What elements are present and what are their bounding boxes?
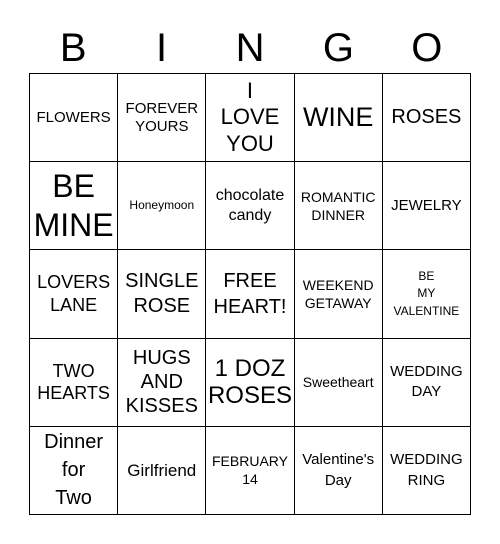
header-letter-g: G xyxy=(322,26,354,70)
cell-text: Dinner for Two xyxy=(44,431,104,510)
cell-text: BE MINE xyxy=(33,168,114,243)
cell-text: TWO HEARTS xyxy=(37,360,110,404)
bingo-cell-r3-c4[interactable] xyxy=(295,250,383,338)
header-letter-b: B xyxy=(59,26,87,70)
bingo-cell-r2-c1[interactable] xyxy=(30,162,118,250)
bingo-cell-r2-c2[interactable] xyxy=(118,162,206,250)
cell-text: ROSES xyxy=(391,106,462,129)
cell-text: I LOVE YOU xyxy=(220,78,280,156)
bingo-cell-r3-c3[interactable] xyxy=(206,250,294,338)
bingo-cell-r4-c3[interactable] xyxy=(206,339,294,427)
cell-text: Girlfriend xyxy=(127,460,197,480)
bingo-grid xyxy=(29,73,471,515)
bingo-cell-r3-c1[interactable] xyxy=(30,250,118,338)
bingo-cell-r1-c4[interactable] xyxy=(295,74,383,162)
bingo-cell-r2-c3[interactable] xyxy=(206,162,294,250)
cell-text: JEWELRY xyxy=(391,197,462,215)
cell-text: WINE xyxy=(302,102,374,133)
cell-text: FREE HEART! xyxy=(213,269,287,318)
bingo-cell-r3-c2[interactable] xyxy=(118,250,206,338)
bingo-cell-r4-c4[interactable] xyxy=(295,339,383,427)
header-letter-o: O xyxy=(411,26,443,70)
cell-text: WEDDING RING xyxy=(390,451,463,490)
bingo-cell-r5-c5[interactable] xyxy=(383,427,471,515)
bingo-cell-r1-c5[interactable] xyxy=(383,74,471,162)
cell-text: LOVERS LANE xyxy=(37,272,111,315)
cell-text: FLOWERS xyxy=(36,108,111,126)
cell-text: BE MY VALENTINE xyxy=(393,268,460,318)
bingo-cell-r4-c1[interactable] xyxy=(30,339,118,427)
bingo-cell-r4-c2[interactable] xyxy=(118,339,206,427)
bingo-header xyxy=(29,18,471,74)
bingo-cell-r3-c5[interactable] xyxy=(383,250,471,338)
cell-text: WEEKEND GETAWAY xyxy=(302,276,374,311)
cell-text: FOREVER YOURS xyxy=(125,100,199,135)
bingo-cell-r2-c5[interactable] xyxy=(383,162,471,250)
bingo-cell-r1-c1[interactable] xyxy=(30,74,118,162)
header-letter-i: I xyxy=(156,26,168,70)
bingo-cell-r2-c4[interactable] xyxy=(295,162,383,250)
cell-text: Honeymoon xyxy=(129,197,195,212)
cell-text: WEDDING DAY xyxy=(390,362,463,401)
bingo-cell-r5-c3[interactable] xyxy=(206,427,294,515)
header-letter-n: N xyxy=(235,26,265,70)
cell-text: SINGLE ROSE xyxy=(125,269,199,317)
bingo-cell-r1-c3[interactable] xyxy=(206,74,294,162)
bingo-cell-r5-c1[interactable] xyxy=(30,427,118,515)
cell-text: Valentine's Day xyxy=(302,451,375,490)
bingo-cell-r1-c2[interactable] xyxy=(118,74,206,162)
cell-text: Sweetheart xyxy=(302,374,374,391)
cell-text: HUGS AND KISSES xyxy=(125,347,198,418)
cell-text: ROMANTIC DINNER xyxy=(300,188,376,223)
bingo-cell-r4-c5[interactable] xyxy=(383,339,471,427)
cell-text: FEBRUARY 14 xyxy=(212,453,288,488)
bingo-cell-r5-c2[interactable] xyxy=(118,427,206,515)
cell-text: chocolate candy xyxy=(215,186,285,224)
cell-text: 1 DOZ ROSES xyxy=(207,354,292,410)
bingo-cell-r5-c4[interactable] xyxy=(295,427,383,515)
